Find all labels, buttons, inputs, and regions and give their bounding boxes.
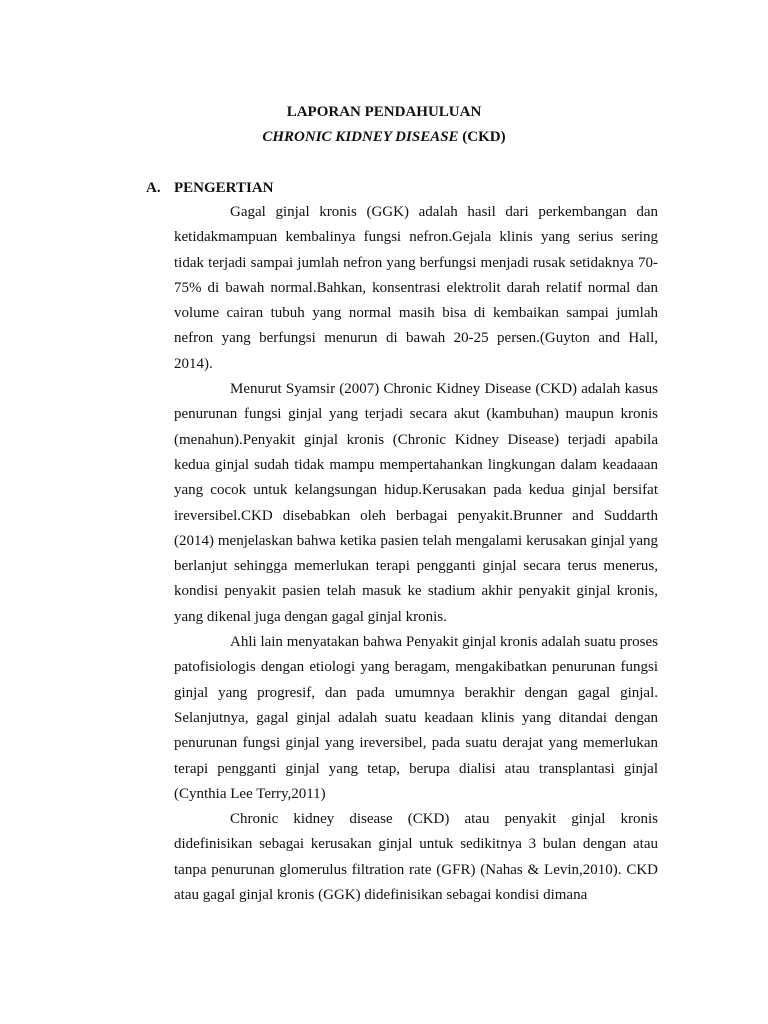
paragraph-3: Ahli lain menyatakan bahwa Penyakit ginjal kronis adalah suatu proses patofisiologis dengan etiologi yang beragam, mengakibatkan penurunan fungsi ginjal yang progresif, dan pada umumnya berakhir dengan gagal ginjal. Selanjutnya, gagal ginjal adalah suatu keadaan klinis yang ditandai dengan penurunan fungsi ginjal yang ireversibel, pada suatu derajat yang memerlukan terapi pengganti ginjal yang tetap, berupa dialisi atau transplantasi ginjal (Cynthia Lee Terry,2011) (174, 634, 658, 802)
subtitle-abbreviation: (CKD) (458, 129, 506, 145)
body-text (174, 200, 658, 908)
document-subtitle (0, 125, 768, 150)
document-title: LAPORAN PENDAHULUAN (286, 104, 482, 120)
section-title: PENGERTIAN (174, 180, 274, 196)
paragraph-2: Menurut Syamsir (2007) Chronic Kidney Disease (CKD) adalah kasus penurunan fungsi ginjal yang terjadi secara akut (kambuhan) maupun kronis (menahun).Penyakit ginjal kronis (Chronic Kidney Disease) terjadi apabila kedua ginjal sudah tidak mampu mempertahankan lingkungan dalam keadaaan yang cocok untuk kelangsungan hidup.Kerusakan pada kedua ginjal bersifat ireversibel.CKD disebabkan oleh berbagai penyakit.Brunner and Suddarth (2014) menjelaskan bahwa ketika pasien telah mengalami kerusakan ginjal yang berlanjut sehingga memerlukan terapi pengganti ginjal secara terus menerus, kondisi penyakit pasien telah masuk ke stadium akhir penyakit ginjal kronis, yang dikenal juga dengan gagal ginjal kronis. (174, 381, 658, 625)
paragraph-1: Gagal ginjal kronis (GGK) adalah hasil dari perkembangan dan ketidakmampuan kembalinya fungsi nefron.Gejala klinis yang serius sering tidak terjadi sampai jumlah nefron yang berfungsi menjadi rusak setidaknya 70-75% di bawah normal.Bahkan, konsentrasi elektrolit darah relatif normal dan volume cairan tubuh yang normal masih bisa di kembaikan sampai jumlah nefron yang berfungsi menurun di bawah 20-25 persen.(Guyton and Hall, 2014). (174, 204, 658, 372)
section-heading (146, 177, 274, 199)
title-block (0, 100, 768, 150)
section-letter: A. (146, 180, 161, 196)
paragraph-4: Chronic kidney disease (CKD) atau penyakit ginjal kronis didefinisikan sebagai kerusakan ginjal untuk sedikitnya 3 bulan dengan atau tanpa penurunan glomerulus filtration rate (GFR) (Nahas & Levin,2010). CKD atau gagal ginjal kronis (GGK) didefinisikan sebagai kondisi dimana (174, 811, 658, 904)
subtitle-italic-text: CHRONIC KIDNEY DISEASE (262, 129, 459, 145)
